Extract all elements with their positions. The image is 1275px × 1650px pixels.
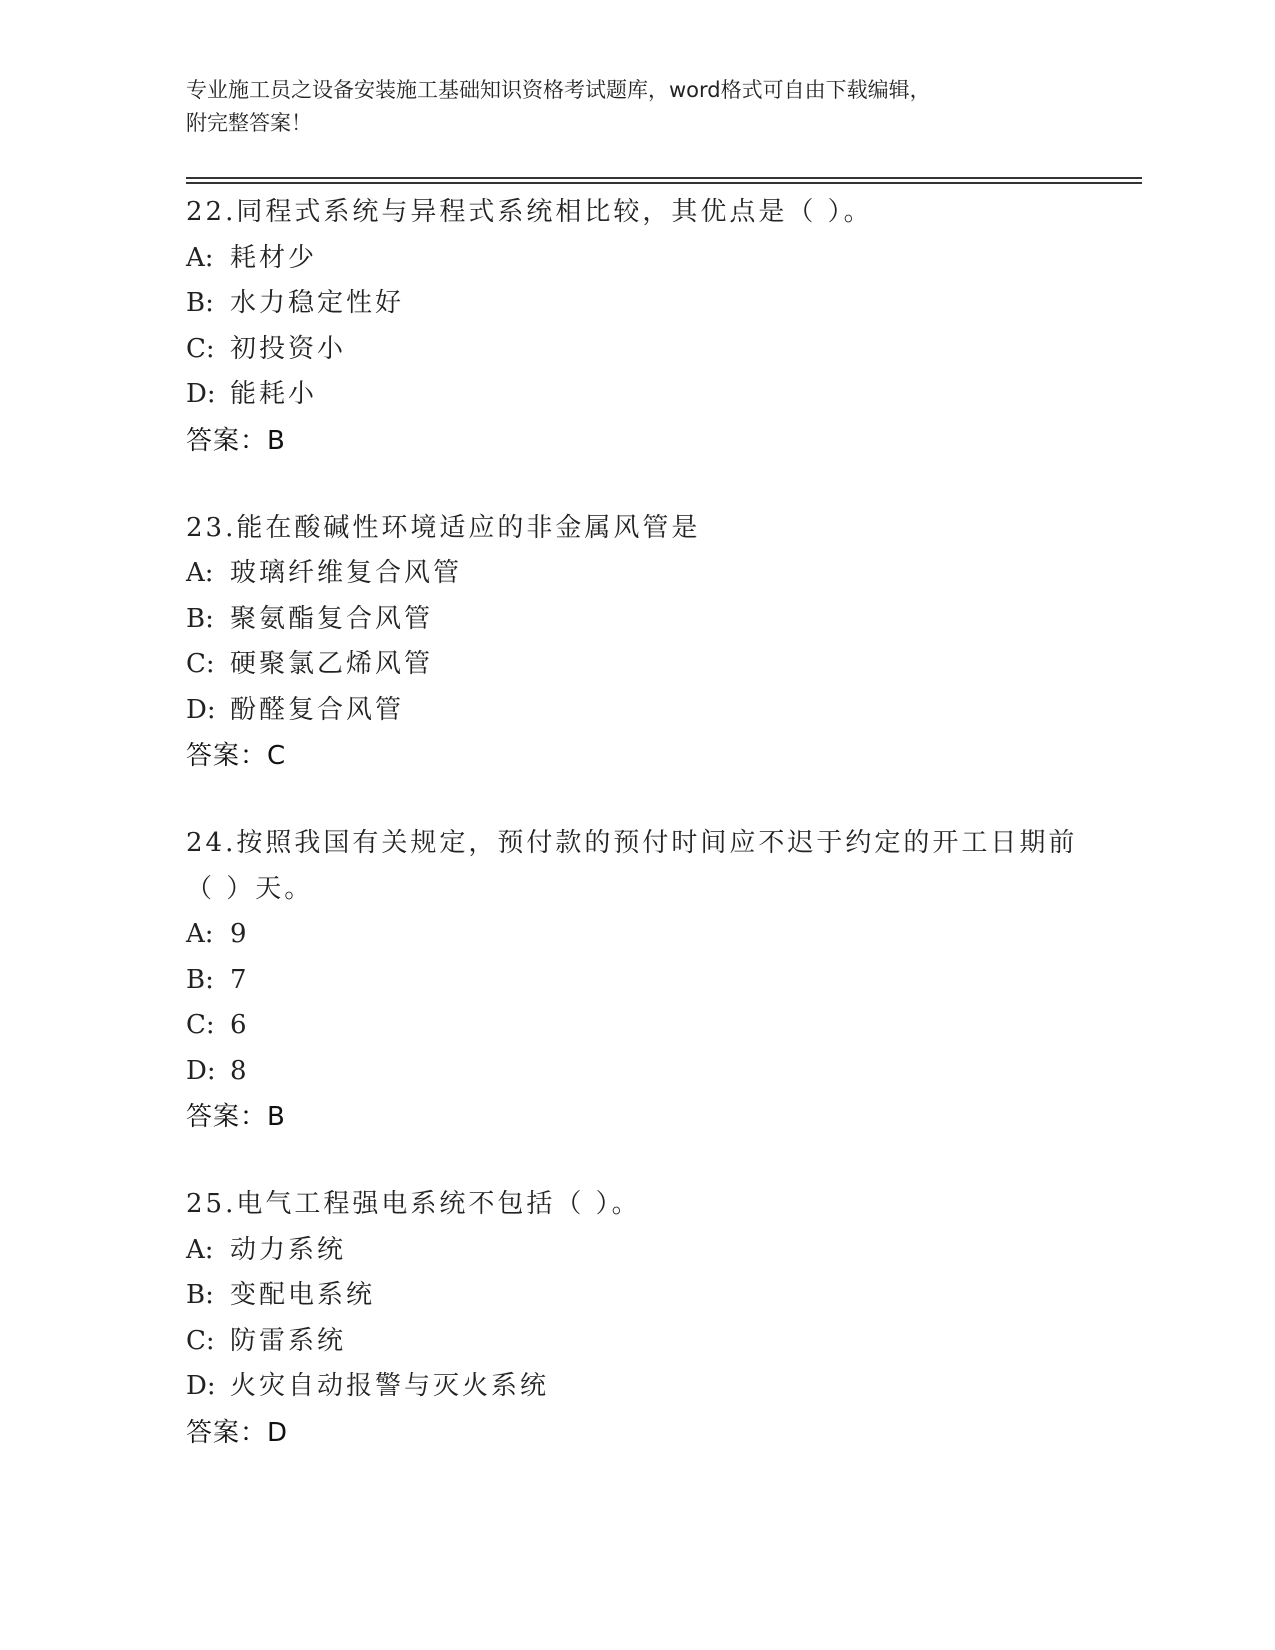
option-label: B: bbox=[186, 1280, 214, 1310]
option-d bbox=[186, 1049, 1086, 1095]
option-text: 酚醛复合风管 bbox=[230, 694, 405, 725]
option-c bbox=[186, 327, 1086, 373]
question-stem-line-1: 24.按照我国有关规定，预付款的预付时间应不迟于约定的开工日期前 bbox=[186, 828, 1078, 858]
option-label: D: bbox=[186, 694, 216, 725]
option-label: A: bbox=[186, 558, 214, 588]
option-label: C: bbox=[186, 1325, 215, 1356]
option-d bbox=[186, 1364, 1086, 1410]
option-label: D: bbox=[186, 1055, 216, 1086]
option-c bbox=[186, 1003, 1086, 1049]
question-24 bbox=[186, 821, 1086, 1140]
option-b bbox=[186, 958, 1086, 1004]
option-b bbox=[186, 597, 1086, 643]
question-stem-line-2: （ ）天。 bbox=[186, 873, 314, 904]
option-text: 水力稳定性好 bbox=[230, 288, 405, 318]
option-c bbox=[186, 642, 1086, 688]
option-text: 动力系统 bbox=[230, 1234, 347, 1265]
option-a bbox=[186, 236, 1086, 282]
option-d bbox=[186, 688, 1086, 734]
option-a bbox=[186, 912, 1086, 958]
header-line-1: 专业施工员之设备安装施工基础知识资格考试题库，word格式可自由下载编辑， bbox=[186, 78, 931, 102]
header-line-2: 附完整答案！ bbox=[186, 111, 312, 135]
option-text: 能耗小 bbox=[230, 379, 318, 409]
option-label: D: bbox=[186, 379, 216, 409]
option-text: 火灾自动报警与灭火系统 bbox=[230, 1371, 550, 1401]
answer-line: 答案：B bbox=[186, 1102, 286, 1132]
option-label: C: bbox=[186, 649, 215, 679]
option-a bbox=[186, 551, 1086, 597]
option-b bbox=[186, 281, 1086, 327]
option-label: C: bbox=[186, 333, 215, 364]
option-label: A: bbox=[186, 919, 214, 949]
option-text: 变配电系统 bbox=[230, 1280, 376, 1310]
option-label: A: bbox=[186, 1234, 214, 1265]
option-label: D: bbox=[186, 1371, 216, 1401]
question-22 bbox=[186, 190, 1086, 464]
option-c bbox=[186, 1319, 1086, 1365]
question-stem: 25.电气工程强电系统不包括（ ）。 bbox=[186, 1189, 641, 1219]
option-text: 防雷系统 bbox=[230, 1325, 347, 1356]
option-text: 初投资小 bbox=[230, 333, 347, 364]
option-a bbox=[186, 1228, 1086, 1274]
question-stem: 23.能在酸碱性环境适应的非金属风管是 bbox=[186, 512, 701, 543]
question-23 bbox=[186, 506, 1086, 780]
option-b bbox=[186, 1273, 1086, 1319]
option-label: B: bbox=[186, 603, 214, 634]
option-text: 7 bbox=[230, 964, 250, 995]
option-text: 玻璃纤维复合风管 bbox=[230, 558, 463, 588]
question-stem: 22.同程式系统与异程式系统相比较，其优点是（ ）。 bbox=[186, 197, 873, 227]
header-divider-bottom bbox=[186, 182, 1142, 184]
option-label: A: bbox=[186, 242, 214, 273]
option-text: 9 bbox=[230, 919, 250, 949]
option-text: 6 bbox=[230, 1010, 250, 1040]
answer-line: 答案：B bbox=[186, 425, 286, 456]
option-label: B: bbox=[186, 288, 214, 318]
header-divider-top bbox=[186, 177, 1142, 179]
question-list bbox=[186, 190, 1086, 1498]
option-text: 硬聚氯乙烯风管 bbox=[230, 649, 434, 679]
option-text: 聚氨酯复合风管 bbox=[230, 603, 434, 634]
document-header bbox=[186, 74, 1086, 140]
option-d bbox=[186, 372, 1086, 418]
answer-line: 答案：C bbox=[186, 741, 287, 771]
answer-line: 答案：D bbox=[186, 1417, 289, 1448]
option-label: B: bbox=[186, 964, 214, 995]
option-label: C: bbox=[186, 1010, 215, 1040]
question-25 bbox=[186, 1182, 1086, 1456]
option-text: 8 bbox=[230, 1055, 250, 1086]
option-text: 耗材少 bbox=[230, 242, 318, 273]
